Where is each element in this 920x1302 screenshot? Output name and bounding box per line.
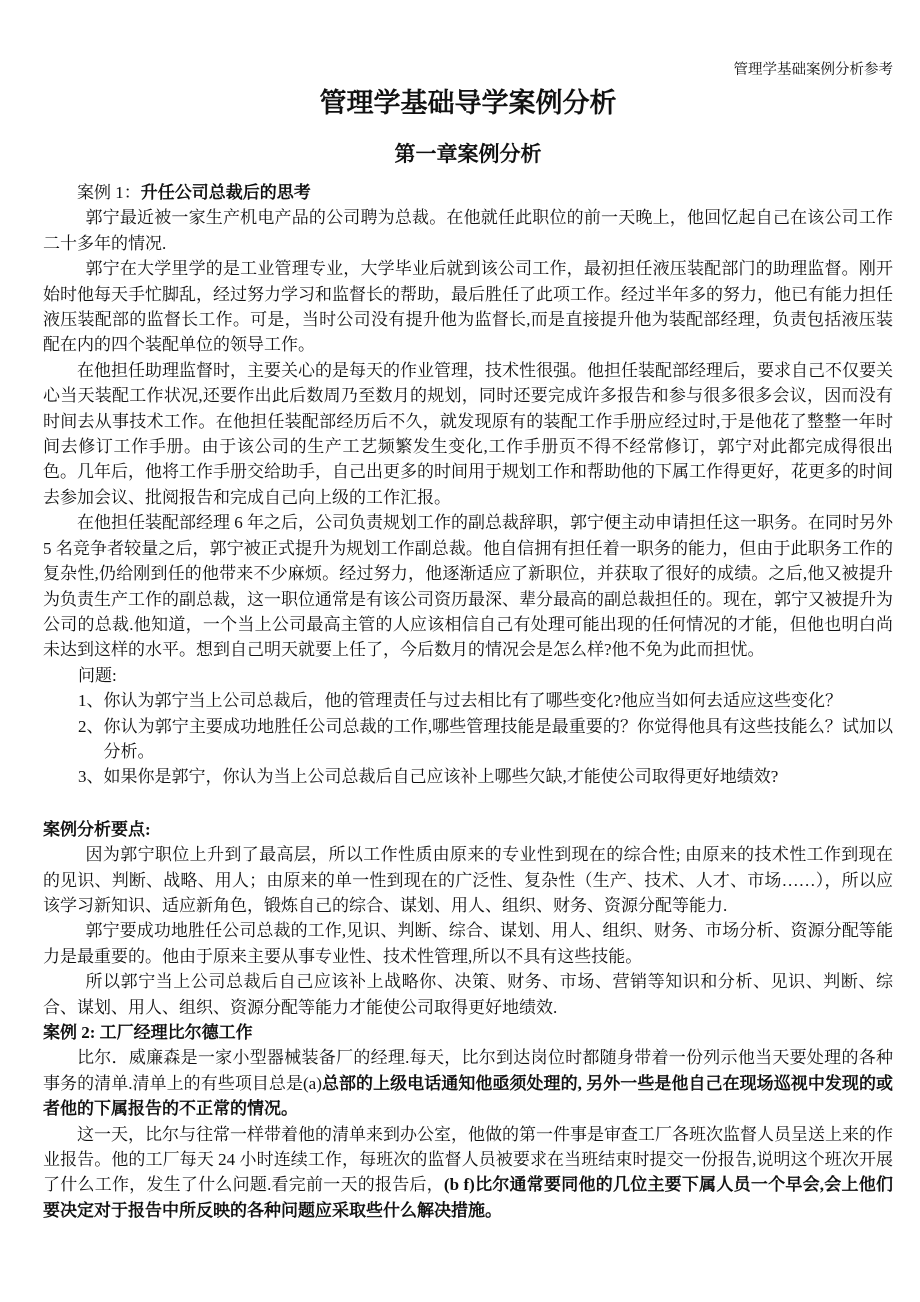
question-text: 你认为郭宁当上公司总裁后，他的管理责任与过去相比有了哪些变化?他应当如何去适应这些变化？	[103, 691, 843, 711]
chapter-title: 第一章案例分析	[394, 142, 542, 166]
document-title: 管理学基础导学案例分析	[319, 88, 617, 118]
question-item-1	[43, 688, 893, 713]
case1-heading-label: 案例 1：	[77, 183, 141, 202]
question-text: 你认为郭宁主要成功地胜任公司总裁的工作,哪些管理技能是最重要的？你觉得他具有这些技能么？试加以分析。	[103, 716, 893, 761]
case2-paragraph-2-bold: (b f)比尔通常要同他的几位主要下属人员一个早会,会上他们要决定对于报告中所反映的各种问题应采取些什么解决措施。	[43, 1175, 894, 1220]
page-header-right: 管理学基础案例分析参考	[733, 62, 893, 78]
question-number: 1、	[78, 691, 104, 711]
case1-paragraph-3: 在他担任助理监督时，主要关心的是每天的作业管理，技术性很强。他担任装配部经理后，要求自己不仅要关心当天装配工作状况,还要作出此后数周乃至数月的规划，同时还要完成许多报告和参与很多很多会议，因而没有时间去从事技术工作。在他担任装配部经历后不久，就发现原有的装配工作手册应经过时,于是他花了整整一年时间去修订工作手册。由于该公司的生产工艺频繁发生变化,工作手册页不得不经常修订，郭宁对此都完成得很出色。几年后，他将工作手册交给助手，自己出更多的时间用于规划工作和帮助他的下属工作得更好，花更多的时间去参加会议、批阅报告和完成自己向上级的工作汇报。	[43, 360, 893, 507]
question-number: 3、	[78, 767, 104, 787]
case1-paragraph-1: 郭宁最近被一家生产机电产品的公司聘为总裁。在他就任此职位的前一天晚上，他回忆起自己在该公司工作二十多年的情况.	[43, 208, 893, 253]
questions-label: 问题:	[78, 665, 117, 685]
case1-paragraph-2: 郭宁在大学里学的是工业管理专业，大学毕业后就到该公司工作，最初担任液压装配部门的助理监督。刚开始时他每天手忙脚乱，经过努力学习和监督长的帮助，最后胜任了此项工作。经过半年多的努力，他已有能力担任液压装配部的监督长工作。可是，当时公司没有提升他为监督长,而是直接提升他为装配部经理，负责包括液压装配在内的四个装配单位的领导工作。	[43, 259, 893, 355]
case2-paragraph-2	[43, 1122, 893, 1224]
analysis-paragraph-1: 因为郭宁职位上升到了最高层，所以工作性质由原来的专业性到现在的综合性; 由原来的技术性工作到现在的见识、判断、战略、用人；由原来的单一性到现在的广泛性、复杂性（生产、技术、人才、市场……），所以应该学习新知识、适应新角色，锻炼自己的综合、谋划、用人、组织、财务、资源分配等能力.	[43, 845, 893, 915]
question-text: 如果你是郭宁，你认为当上公司总裁后自己应该补上哪些欠缺,才能使公司取得更好地绩效?	[103, 767, 779, 787]
analysis-paragraph-2: 郭宁要成功地胜任公司总裁的工作,见识、判断、综合、谋划、用人、组织、财务、市场分析、资源分配等能力是最重要的。他由于原来主要从事专业性、技术性管理,所以不具有这些技能。	[43, 921, 893, 966]
case2-paragraph-1-bold: 总部的上级电话通知他亟须处理的, 另外一些是他自己在现场巡视中发现的或者他的下属报告的不正常的情况。	[43, 1073, 894, 1119]
case2-paragraph-1-normal: 比尔．威廉森是一家小型器械装备厂的经理.每天，比尔到达岗位时都随身带着一份列示他当天要处理的各种事务的清单.清单上的有些项目总是(a)	[43, 1048, 893, 1093]
analysis-paragraph-3: 所以郭宁当上公司总裁后自己应该补上战略你、决策、财务、市场、营销等知识和分析、见识、判断、综合、谋划、用人、组织、资源分配等能力才能使公司取得更好地绩效.	[43, 972, 893, 1017]
case1-heading	[43, 180, 893, 205]
question-item-2	[43, 714, 893, 765]
case1-heading-title: 升任公司总裁后的思考	[140, 183, 311, 202]
case2-paragraph-1	[43, 1045, 893, 1121]
question-number: 2、	[78, 716, 104, 736]
case2-heading: 案例 2: 工厂经理比尔德工作	[43, 1023, 253, 1042]
analysis-heading: 案例分析要点:	[43, 819, 151, 839]
case1-paragraph-4: 在他担任装配部经理 6 年之后，公司负责规划工作的副总裁辞职，郭宁便主动申请担任这一职务。在同时另外 5 名竞争者较量之后，郭宁被正式提升为规划工作副总裁。他自信拥有担任着一职务的能力，但由于此职务工作的复杂性,仍给刚到任的他带来不少麻烦。经过努力，他逐渐适应了新职位，并获取了很好的成绩。之后,他又被提升为负责生产工作的副总裁，这一职位通常是有该公司资历最深、辈分最高的副总裁担任的。现在，郭宁又被提升为公司的总裁.他知道，一个当上公司最高主管的人应该相信自己有处理可能出现的任何情况的才能，但他也明白尚未达到这样的水平。想到自己明天就要上任了，今后数月的情况会是怎么样?他不免为此而担忧。	[43, 513, 893, 660]
question-item-3	[43, 764, 893, 789]
case2-paragraph-2-normal: 这一天，比尔与往常一样带着他的清单来到办公室，他做的第一件事是审查工厂各班次监督人员呈送上来的作业报告。他的工厂每天 24 小时连续工作，每班次的监督人员被要求在当班结束时提交一份报告,说明这个班次开展了什么工作，发生了什么问题.看完前一天的报告后，	[43, 1124, 893, 1195]
